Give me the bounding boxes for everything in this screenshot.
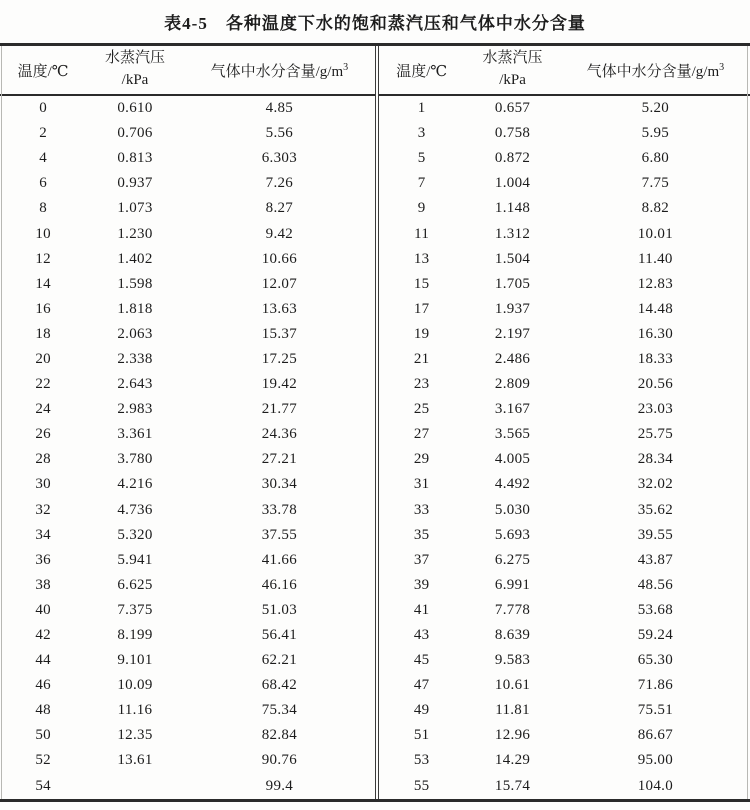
cell-moisture-content: 30.34 [261,476,297,493]
header-vapor-pressure-line2: /kPa [499,72,526,88]
cell-vapor-pressure: 12.35 [117,727,153,744]
table-row [379,673,750,698]
table-row [0,723,375,748]
table-row [379,774,750,799]
cell-moisture-content: 13.63 [261,300,297,317]
header-temperature [379,60,464,81]
cell-temperature: 17 [413,300,430,317]
header-vapor-pressure-line1: 水蒸汽压 [104,50,165,67]
cell-vapor-pressure: 0.813 [117,150,153,167]
cell-temperature: 4 [39,150,48,167]
cell-vapor-pressure: 13.61 [117,752,153,769]
cell-moisture-content: 8.27 [265,200,294,217]
table-row [0,548,375,573]
cell-vapor-pressure: 5.030 [494,501,531,518]
cell-vapor-pressure: 8.199 [117,627,153,644]
table-row [379,322,750,347]
header-moisture-content [184,60,375,81]
cell-vapor-pressure: 6.991 [494,576,531,593]
cell-temperature: 55 [413,777,430,794]
cell-vapor-pressure: 1.402 [117,250,153,267]
cell-moisture-content: 53.68 [637,601,673,618]
cell-moisture-content: 18.33 [637,350,673,367]
scan-edge-left [1,46,2,799]
cell-moisture-content: 43.87 [637,551,673,568]
header-moisture-superscript: 3 [343,61,349,73]
cell-vapor-pressure: 1.312 [494,225,531,242]
cell-moisture-content: 27.21 [261,451,297,468]
cell-temperature: 36 [35,551,51,568]
cell-temperature: 54 [35,777,51,794]
table-row [0,272,375,297]
cell-temperature: 15 [413,275,430,292]
cell-temperature: 35 [413,526,430,543]
cell-moisture-content: 7.75 [641,175,670,192]
header-temperature-label: 温度/℃ [17,63,69,80]
cell-vapor-pressure: 1.598 [117,275,153,292]
cell-vapor-pressure: 2.197 [494,325,531,342]
cell-moisture-content: 11.40 [638,250,673,267]
table-row [379,297,750,322]
cell-temperature: 9 [417,200,426,217]
cell-vapor-pressure: 3.565 [494,426,531,443]
cell-moisture-content: 9.42 [265,225,294,242]
cell-moisture-content: 6.80 [641,150,670,167]
cell-temperature: 39 [413,576,430,593]
cell-temperature: 0 [39,100,48,117]
table-row [379,523,750,548]
header-moisture-content-label: 气体中水分含量/g/m [586,63,720,80]
cell-vapor-pressure: 3.780 [117,451,153,468]
cell-moisture-content: 41.66 [261,551,297,568]
cell-moisture-content: 20.56 [637,376,673,393]
cell-temperature: 7 [417,175,426,192]
cell-temperature: 38 [35,576,51,593]
cell-moisture-content: 8.82 [641,200,670,217]
table-row [0,623,375,648]
cell-temperature: 47 [413,677,430,694]
table-row [0,196,375,221]
table-row [0,372,375,397]
cell-temperature: 16 [35,300,51,317]
table-row [379,347,750,372]
cell-vapor-pressure: 2.486 [494,350,531,367]
table-row [0,297,375,322]
cell-temperature: 10 [35,225,51,242]
table-row [379,196,750,221]
table-row [0,146,375,171]
header-temperature-label: 温度/℃ [396,63,448,80]
table-row [0,698,375,723]
table-row [379,121,750,146]
table-row [379,447,750,472]
table-header-left [0,46,375,96]
cell-moisture-content: 65.30 [637,652,673,669]
cell-vapor-pressure: 1.004 [494,175,531,192]
table-row [379,548,750,573]
table-row [0,96,375,121]
cell-moisture-content: 71.86 [637,677,673,694]
cell-moisture-content: 56.41 [261,627,297,644]
table-row [0,498,375,523]
cell-moisture-content: 10.66 [261,250,297,267]
cell-moisture-content: 14.48 [637,300,673,317]
table-row [379,372,750,397]
table-row [0,598,375,623]
table-row [0,171,375,196]
cell-temperature: 31 [413,476,430,493]
cell-temperature: 23 [413,376,430,393]
cell-temperature: 27 [413,426,430,443]
cell-temperature: 37 [413,551,430,568]
cell-vapor-pressure: 3.167 [494,401,531,418]
cell-temperature: 22 [35,376,51,393]
table-row [0,397,375,422]
cell-vapor-pressure: 10.61 [494,677,531,694]
cell-vapor-pressure: 6.275 [494,551,531,568]
cell-temperature: 30 [35,476,51,493]
cell-temperature: 40 [35,601,51,618]
cell-moisture-content: 17.25 [261,350,297,367]
cell-moisture-content: 33.78 [261,501,297,518]
cell-temperature: 13 [413,250,430,267]
table-row [379,623,750,648]
cell-moisture-content: 86.67 [637,727,673,744]
cell-vapor-pressure: 1.073 [117,200,153,217]
table-row [379,723,750,748]
cell-moisture-content: 28.34 [637,451,673,468]
cell-moisture-content: 5.20 [641,100,670,117]
cell-moisture-content: 48.56 [637,576,673,593]
header-vapor-pressure-line1: 水蒸汽压 [482,50,543,67]
cell-moisture-content: 19.42 [261,376,297,393]
table-row [379,422,750,447]
table-row [379,96,750,121]
table-half-right [375,46,750,799]
table-row [379,498,750,523]
cell-vapor-pressure: 10.09 [117,677,153,694]
table-row [379,171,750,196]
cell-vapor-pressure: 1.705 [494,275,531,292]
cell-temperature: 25 [413,401,430,418]
cell-vapor-pressure: 1.148 [494,200,531,217]
cell-temperature: 48 [35,702,51,719]
cell-temperature: 19 [413,325,430,342]
cell-moisture-content: 23.03 [637,401,673,418]
cell-temperature: 33 [413,501,430,518]
header-vapor-pressure [464,48,560,92]
cell-moisture-content: 104.0 [637,777,673,794]
table-row [0,347,375,372]
cell-temperature: 8 [39,200,48,217]
table-row [379,221,750,246]
cell-vapor-pressure: 8.639 [494,627,531,644]
table-row [379,397,750,422]
cell-moisture-content: 82.84 [261,727,297,744]
cell-moisture-content: 24.36 [261,426,297,443]
cell-moisture-content: 5.56 [265,125,294,142]
cell-temperature: 28 [35,451,51,468]
cell-vapor-pressure: 5.320 [117,526,153,543]
table-half-left [0,46,375,799]
table-row [0,121,375,146]
cell-temperature: 50 [35,727,51,744]
cell-vapor-pressure: 1.504 [494,250,531,267]
cell-vapor-pressure: 0.706 [117,125,153,142]
cell-temperature: 1 [417,100,426,117]
table-row [0,648,375,673]
table-row [0,673,375,698]
cell-vapor-pressure: 1.937 [494,300,531,317]
table-row [0,322,375,347]
cell-vapor-pressure: 2.063 [117,325,153,342]
table-row [0,748,375,773]
cell-moisture-content: 12.83 [637,275,673,292]
header-vapor-pressure [86,48,184,92]
cell-temperature: 2 [39,125,48,142]
cell-vapor-pressure: 2.983 [117,401,153,418]
cell-vapor-pressure: 6.625 [117,576,153,593]
cell-moisture-content: 5.95 [641,125,670,142]
cell-vapor-pressure: 4.005 [494,451,531,468]
cell-moisture-content: 4.85 [265,100,294,117]
cell-moisture-content: 32.02 [637,476,673,493]
cell-vapor-pressure: 0.872 [494,150,531,167]
cell-moisture-content: 25.75 [637,426,673,443]
cell-moisture-content: 90.76 [261,752,297,769]
cell-temperature: 42 [35,627,51,644]
cell-moisture-content: 99.4 [265,777,294,794]
cell-vapor-pressure: 3.361 [117,426,153,443]
cell-vapor-pressure: 0.937 [117,175,153,192]
table-row [0,447,375,472]
cell-moisture-content: 12.07 [261,275,297,292]
table-row [0,221,375,246]
cell-moisture-content: 15.37 [261,325,297,342]
cell-moisture-content: 6.303 [261,150,297,167]
cell-temperature: 52 [35,752,51,769]
cell-vapor-pressure: 2.338 [117,350,153,367]
cell-temperature: 20 [35,350,51,367]
cell-vapor-pressure: 5.693 [494,526,531,543]
cell-vapor-pressure: 7.778 [494,601,531,618]
table-row [379,598,750,623]
cell-temperature: 34 [35,526,51,543]
cell-temperature: 21 [413,350,430,367]
cell-vapor-pressure: 15.74 [494,777,531,794]
cell-moisture-content: 37.55 [261,526,297,543]
table-row [379,748,750,773]
table-row [0,573,375,598]
cell-temperature: 14 [35,275,51,292]
cell-temperature: 32 [35,501,51,518]
cell-temperature: 6 [39,175,48,192]
cell-temperature: 41 [413,601,430,618]
table-row [379,247,750,272]
cell-temperature: 45 [413,652,430,669]
table-row [379,573,750,598]
cell-vapor-pressure: 5.941 [117,551,153,568]
cell-vapor-pressure: 7.375 [117,601,153,618]
cell-moisture-content: 46.16 [261,576,297,593]
cell-vapor-pressure: 1.230 [117,225,153,242]
cell-vapor-pressure: 0.758 [494,125,531,142]
cell-temperature: 24 [35,401,51,418]
cell-vapor-pressure: 2.809 [494,376,531,393]
cell-vapor-pressure: 14.29 [494,752,531,769]
table-row [379,272,750,297]
cell-vapor-pressure: 11.16 [117,702,153,719]
cell-temperature: 43 [413,627,430,644]
cell-vapor-pressure: 4.492 [494,476,531,493]
header-vapor-pressure-line2: /kPa [121,72,149,88]
table-row [0,774,375,799]
header-moisture-content-label: 气体中水分含量/g/m [210,63,344,80]
cell-temperature: 3 [417,125,426,142]
cell-temperature: 46 [35,677,51,694]
cell-moisture-content: 51.03 [261,601,297,618]
table-header-right [379,46,750,96]
cell-temperature: 12 [35,250,51,267]
cell-temperature: 51 [413,727,430,744]
table-body-left [0,96,375,799]
cell-vapor-pressure: 4.736 [117,501,153,518]
data-table [0,43,750,802]
table-row [0,422,375,447]
cell-vapor-pressure: 0.610 [117,100,153,117]
cell-vapor-pressure: 1.818 [117,300,153,317]
cell-moisture-content: 68.42 [261,677,297,694]
cell-temperature: 5 [417,150,426,167]
table-title: 表4-5 各种温度下水的饱和蒸汽压和气体中水分含量 [164,14,586,33]
table-row [379,648,750,673]
cell-moisture-content: 75.51 [637,702,673,719]
cell-vapor-pressure: 12.96 [494,727,531,744]
cell-temperature: 44 [35,652,51,669]
cell-moisture-content: 35.62 [637,501,673,518]
scan-edge-right [747,46,748,799]
cell-vapor-pressure: 0.657 [494,100,531,117]
table-row [379,472,750,497]
table-row [0,472,375,497]
header-moisture-content [561,60,750,81]
header-temperature [0,60,86,81]
cell-vapor-pressure: 4.216 [117,476,153,493]
cell-moisture-content: 7.26 [265,175,294,192]
cell-temperature: 18 [35,325,51,342]
cell-temperature: 53 [413,752,430,769]
table-row [0,523,375,548]
cell-temperature: 26 [35,426,51,443]
cell-moisture-content: 10.01 [637,225,673,242]
table-row [379,698,750,723]
cell-vapor-pressure: 9.101 [117,652,153,669]
cell-moisture-content: 59.24 [637,627,673,644]
cell-moisture-content: 95.00 [637,752,673,769]
cell-vapor-pressure: 9.583 [494,652,531,669]
cell-moisture-content: 21.77 [261,401,297,418]
cell-moisture-content: 62.21 [261,652,297,669]
cell-moisture-content: 75.34 [261,702,297,719]
cell-temperature: 11 [414,225,430,242]
cell-temperature: 29 [413,451,430,468]
table-row [0,247,375,272]
table-body-right [379,96,750,799]
header-moisture-superscript: 3 [719,61,725,73]
cell-vapor-pressure: 2.643 [117,376,153,393]
cell-moisture-content: 16.30 [637,325,673,342]
cell-moisture-content: 39.55 [637,526,673,543]
cell-temperature: 49 [413,702,430,719]
table-row [379,146,750,171]
cell-vapor-pressure: 11.81 [495,702,530,719]
